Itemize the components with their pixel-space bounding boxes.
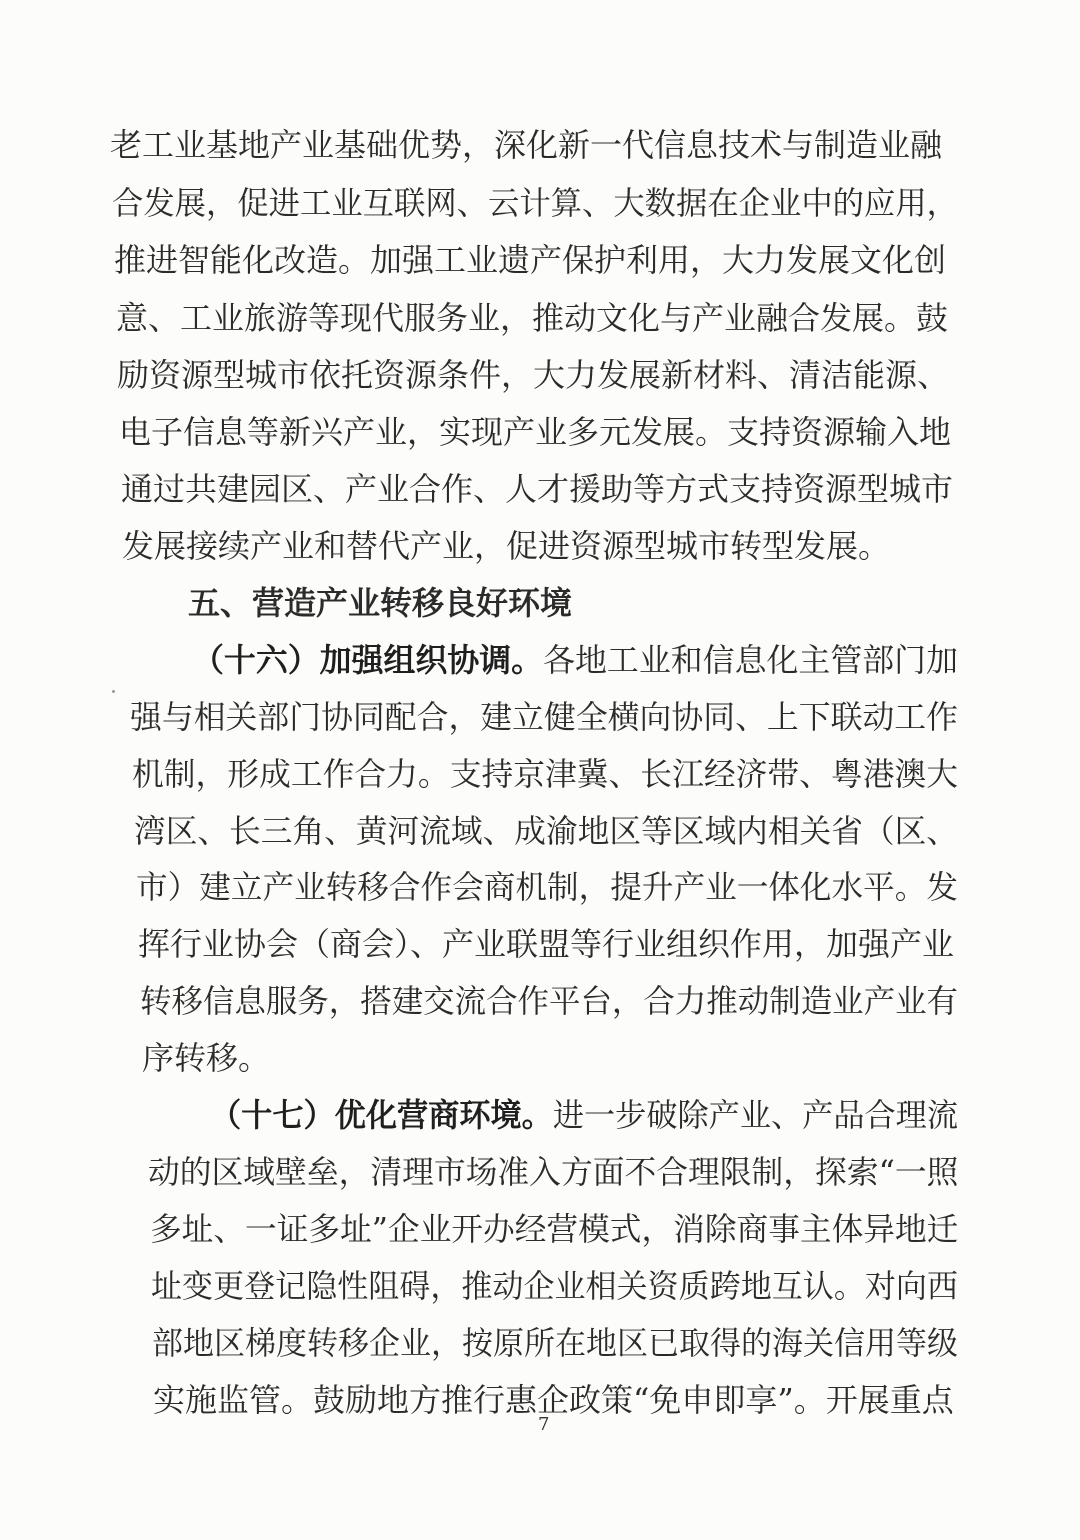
body-line: 转移信息服务，搭建交流合作平台，合力推动制造业产业有 bbox=[140, 982, 959, 1020]
body-line: 意、工业旅游等现代服务业，推动文化与产业融合发展。鼓 bbox=[116, 299, 949, 337]
section17-first-line-rest: 进一步破除产业、产品合理流 bbox=[552, 1096, 959, 1134]
body-line: 强与相关部门协同配合，建立健全横向协同、上下联动工作 bbox=[130, 698, 959, 736]
section16-first-line bbox=[192, 640, 958, 680]
body-line: 励资源型城市依托资源条件，大力发展新材料、清洁能源、 bbox=[117, 356, 950, 394]
body-line: 通过共建园区、产业合作、人才援助等方式支持资源型城市 bbox=[121, 470, 954, 508]
body-line: 部地区梯度转移企业，按原所在地区已取得的海关信用等级 bbox=[152, 1324, 959, 1362]
body-line: 实施监管。鼓励地方推行惠企政策“免申即享”。开展重点 bbox=[153, 1381, 954, 1419]
section17-title: （十七）优化营商环境。 bbox=[210, 1096, 553, 1134]
body-line: 机制，形成工作合力。支持京津冀、长江经济带、粤港澳大 bbox=[132, 755, 959, 793]
body-line: 发展接续产业和替代产业，促进资源型城市转型发展。 bbox=[122, 527, 891, 565]
section17-first-line bbox=[210, 1095, 958, 1135]
body-line: 多址、一证多址”企业开办经营模式，消除商事主体异地迁 bbox=[150, 1210, 959, 1248]
body-line: 址变更登记隐性阻碍，推动企业相关资质跨地互认。对向西 bbox=[151, 1267, 959, 1305]
body-line: 电子信息等新兴产业，实现产业多元发展。支持资源输入地 bbox=[119, 413, 952, 451]
body-line: 序转移。 bbox=[142, 1039, 271, 1077]
body-line: 老工业基地产业基础优势，深化新一代信息技术与制造业融 bbox=[110, 126, 943, 164]
page-number: 7 bbox=[538, 1414, 550, 1435]
body-line: 湾区、长三角、黄河流域、成渝地区等区域内相关省（区、 bbox=[134, 812, 959, 850]
section16-first-line-rest: 各地工业和信息化主管部门加 bbox=[543, 641, 959, 679]
body-line: 动的区域壁垒，清理市场准入方面不合理限制，探索“一照 bbox=[148, 1153, 959, 1191]
body-line: 挥行业协会（商会）、产业联盟等行业组织作用，加强产业 bbox=[138, 925, 955, 963]
body-line: 市）建立产业转移合作会商机制，提升产业一体化水平。发 bbox=[136, 868, 959, 906]
scan-speck bbox=[112, 690, 115, 693]
section16-title: （十六）加强组织协调。 bbox=[192, 641, 544, 679]
section-heading: 五、营造产业转移良好环境 bbox=[188, 584, 573, 622]
body-line: 推进智能化改造。加强工业遗产保护利用，大力发展文化创 bbox=[114, 241, 947, 279]
body-line: 合发展，促进工业互联网、云计算、大数据在企业中的应用， bbox=[112, 184, 959, 222]
